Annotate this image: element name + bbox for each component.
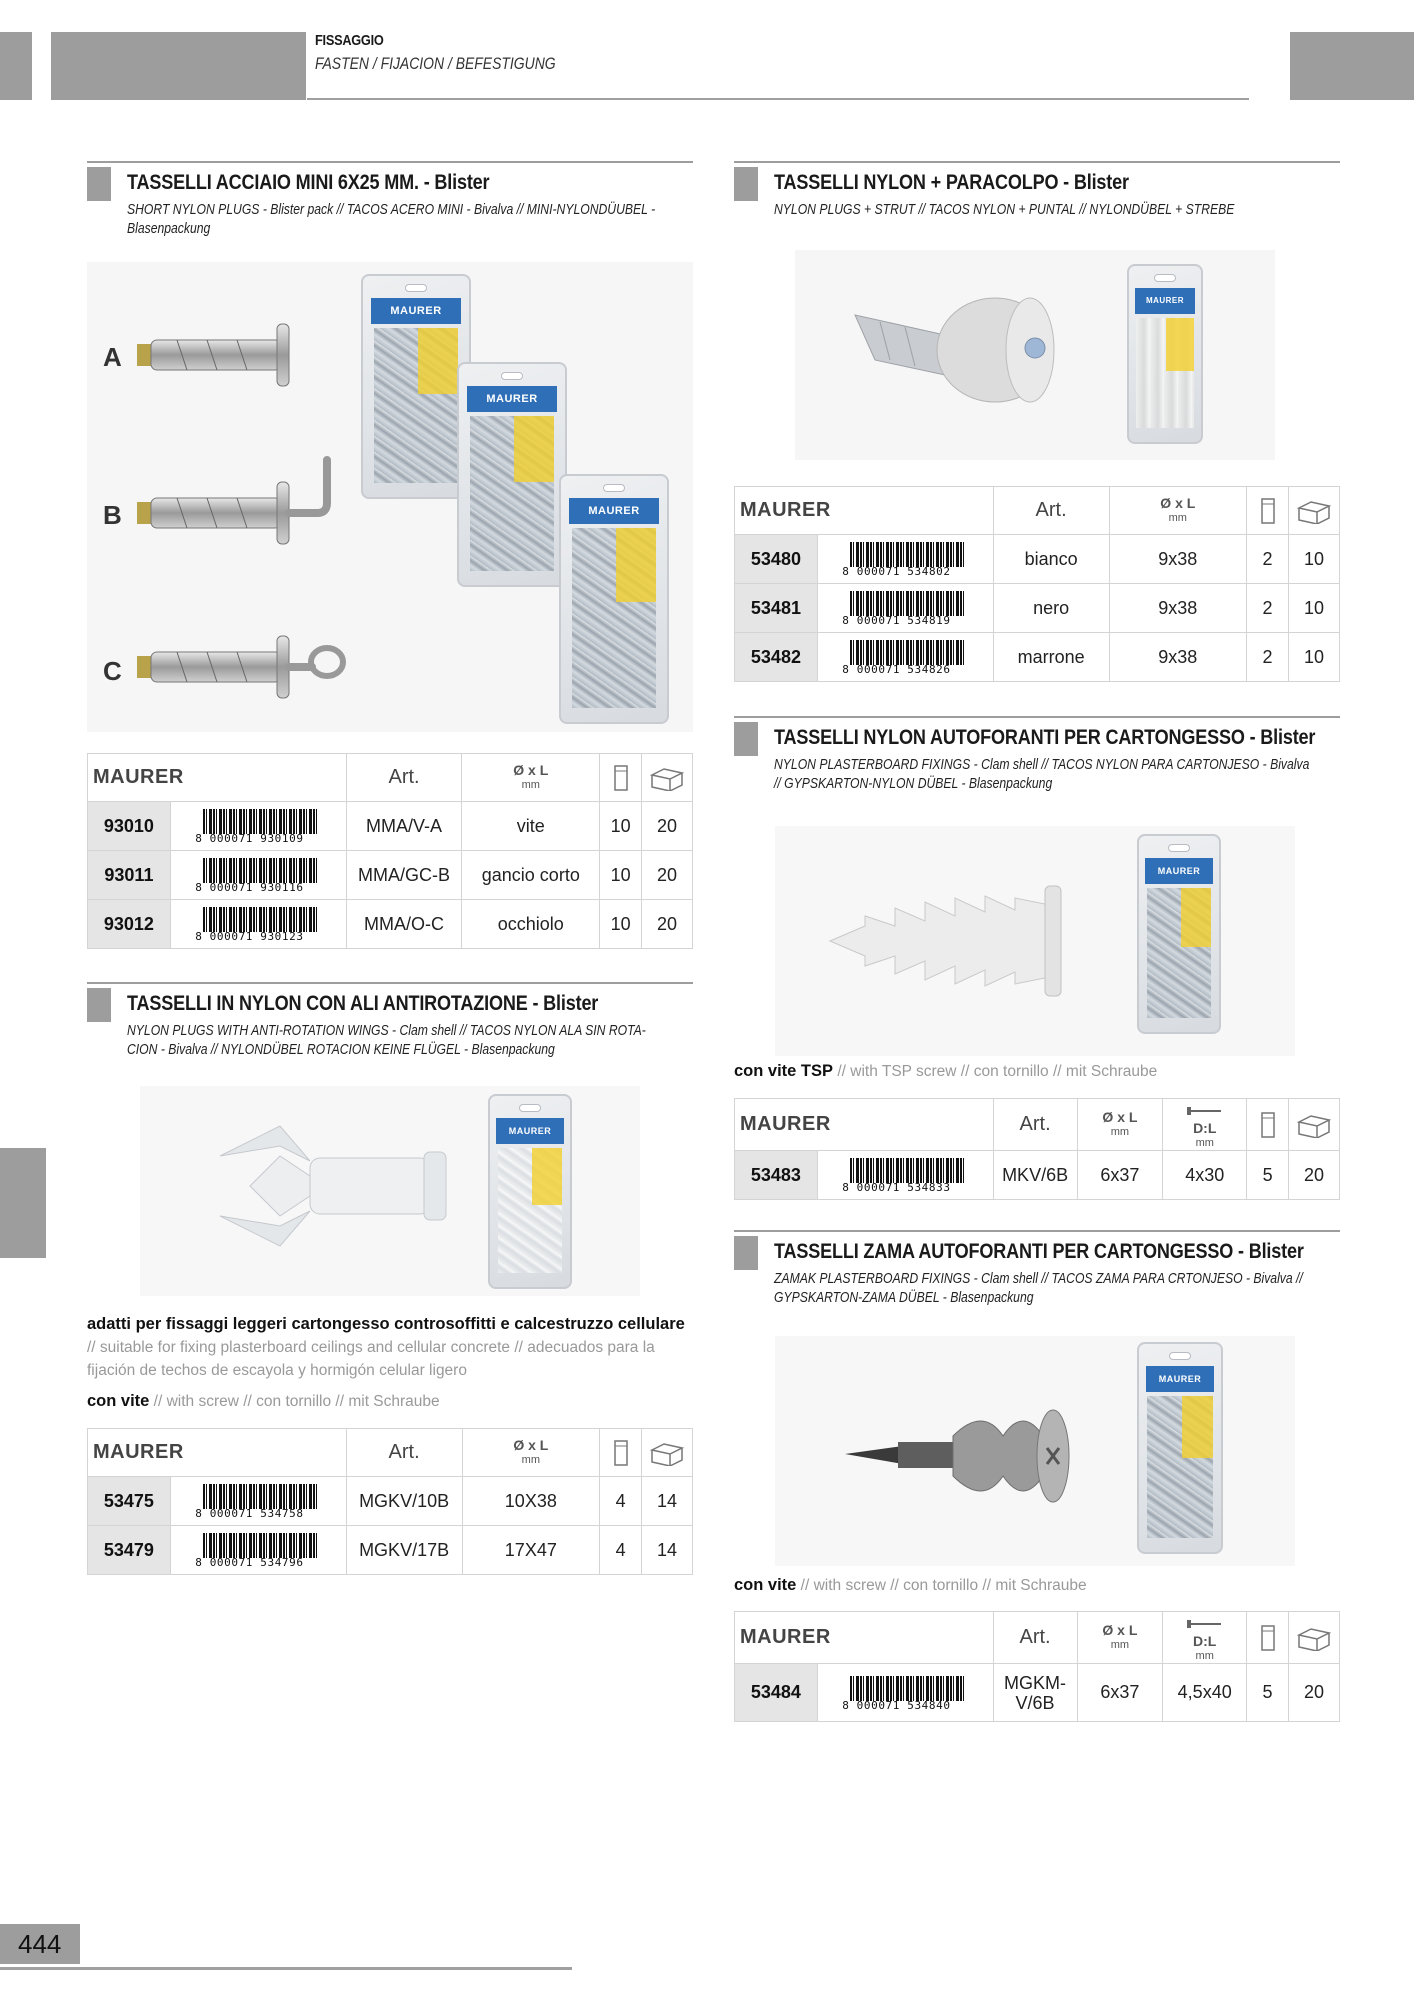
table-row [88, 1526, 693, 1575]
product-image-autoforanti [775, 826, 1295, 1056]
blister-pack [1127, 264, 1203, 444]
pack-hole [603, 484, 625, 492]
ean-number: 8 000071 534802 [842, 565, 951, 578]
product-code: 53484 [735, 1664, 818, 1722]
variant-label-c: C [103, 656, 122, 686]
screw-note [734, 1060, 1340, 1083]
small-box-icon [613, 1439, 629, 1467]
table-row [88, 900, 693, 949]
section-paracolpo [734, 161, 1340, 231]
article-line-2: V/6B [1015, 1692, 1055, 1713]
dimension: 17X47 [462, 1526, 600, 1575]
barcode-cell [817, 584, 993, 633]
dimension: 10X38 [462, 1477, 600, 1526]
col-art: Art. [346, 1429, 462, 1477]
section-marker [734, 1236, 758, 1270]
pack-brand: MAURER [371, 298, 460, 324]
section-rule [734, 716, 1340, 718]
table-row [735, 535, 1340, 584]
blister-pack-c [559, 474, 669, 724]
variant-label-a: A [103, 342, 122, 372]
section-subtitle: NYLON PLASTERBOARD FIXINGS - Clam shell // TACOS NYLON PARA CARTONJESO - Bivalva // GYPSKARTON-NYLON DÜBEL - Blasenpackung [774, 757, 1310, 792]
plug-eye-icon [137, 636, 343, 698]
article: marrone [993, 633, 1109, 682]
screw-note-bold: con vite [87, 1392, 150, 1410]
col-carton-qty [642, 754, 693, 802]
article: MMA/V-A [346, 802, 462, 851]
table-header-row [735, 1099, 1340, 1151]
pack-insert [418, 328, 458, 394]
barcode-cell [817, 1151, 993, 1200]
screw-icon [1187, 1106, 1223, 1116]
page-category-title: FISSAGGIO [315, 32, 384, 49]
col-dimension [1077, 1612, 1163, 1664]
page-number: 444 [0, 1924, 80, 1964]
description: vite [462, 802, 600, 851]
product-code: 53481 [735, 584, 818, 633]
brand-logo: MAURER [735, 1099, 994, 1151]
section-marker [734, 722, 758, 756]
header-right-tab [1290, 32, 1414, 100]
winged-nylon-plug-icon [210, 1116, 460, 1256]
ean-number: 8 000071 534758 [195, 1507, 304, 1520]
section-title: TASSELLI IN NYLON CON ALI ANTIROTAZIONE - Blister [127, 992, 599, 1015]
dimension: 9x38 [1109, 584, 1247, 633]
dimension: 6x37 [1077, 1151, 1163, 1200]
table-zama [734, 1611, 1340, 1722]
section-title: TASSELLI NYLON AUTOFORANTI PER CARTONGESSO - Blister [774, 726, 1316, 749]
section-ali [87, 982, 693, 1072]
dl-unit: mm [1195, 1137, 1214, 1149]
pack-hole [1168, 844, 1190, 852]
col-dimension [1077, 1099, 1163, 1151]
nylon-plug-bumper-icon [845, 280, 1085, 420]
header-rule [307, 98, 1249, 100]
barcode-cell [170, 1526, 346, 1575]
dim-symbol: Ø x L [1160, 494, 1196, 511]
barcode [842, 542, 968, 576]
col-box-qty [1247, 487, 1289, 535]
carton-qty: 20 [1289, 1664, 1340, 1722]
section-zama [734, 1230, 1340, 1320]
pack-brand: MAURER [569, 498, 658, 524]
carton-box-icon [650, 765, 684, 791]
col-carton-qty [1289, 1099, 1340, 1151]
section-acciaio [87, 161, 693, 251]
box-qty: 5 [1247, 1664, 1289, 1722]
ean-number: 8 000071 930109 [195, 832, 304, 845]
col-carton-qty [1289, 1612, 1340, 1664]
barcode-cell [170, 1477, 346, 1526]
col-dimension [462, 1429, 600, 1477]
side-thumb-tab [0, 1148, 46, 1258]
table-row [735, 633, 1340, 682]
carton-qty: 20 [642, 851, 693, 900]
article: MMA/O-C [346, 900, 462, 949]
ean-number: 8 000071 534819 [842, 614, 951, 627]
section-title: TASSELLI ACCIAIO MINI 6X25 MM. - Blister [127, 171, 490, 194]
screw-note-bold: con vite TSP [734, 1062, 834, 1080]
carton-qty: 10 [1289, 633, 1340, 682]
pack-insert [1182, 1396, 1213, 1458]
barcode-cell [170, 851, 346, 900]
pack-insert [1166, 318, 1193, 371]
product-code: 93011 [88, 851, 171, 900]
zamak-plug-icon [843, 1396, 1083, 1516]
col-carton-qty [642, 1429, 693, 1477]
page-category-subtitle: FASTEN / FIJACION / BEFESTIGUNG [315, 54, 556, 73]
col-art: Art. [993, 1099, 1077, 1151]
barcode [842, 1158, 968, 1192]
pack-brand: MAURER [496, 1118, 563, 1144]
small-box-icon [1260, 1111, 1276, 1139]
dimension: 9x38 [1109, 535, 1247, 584]
pack-hole [1154, 274, 1176, 282]
col-carton-qty [1289, 487, 1340, 535]
col-art: Art. [993, 1612, 1077, 1664]
dim-symbol: Ø x L [1102, 1621, 1138, 1638]
description: occhiolo [462, 900, 600, 949]
section-rule [87, 982, 693, 984]
box-qty: 4 [600, 1526, 642, 1575]
pack-insert [514, 416, 554, 482]
blister-pack [1137, 1342, 1223, 1554]
product-image-ali [140, 1086, 640, 1296]
small-box-icon [1260, 497, 1276, 525]
carton-qty: 20 [642, 900, 693, 949]
plug-screw-icon [137, 324, 289, 386]
table-paracolpo [734, 486, 1340, 682]
screw-note [87, 1390, 693, 1413]
barcode-cell [170, 900, 346, 949]
screw-note-translations: // with TSP screw // con tornillo // mit Schraube [833, 1063, 1158, 1080]
blister-pack [1137, 834, 1221, 1034]
barcode [195, 1533, 321, 1567]
product-code: 53479 [88, 1526, 171, 1575]
carton-box-icon [1297, 1625, 1331, 1651]
box-qty: 2 [1247, 584, 1289, 633]
carton-qty: 20 [642, 802, 693, 851]
carton-qty: 14 [642, 1477, 693, 1526]
barcode [842, 640, 968, 674]
section-autoforanti [734, 716, 1340, 806]
dim-unit: mm [1168, 511, 1187, 524]
usage-note-translations: // suitable for fixing plasterboard ceilings and cellular concrete // adecuados para la fijación de techos de escayola y hormigón celular ligero [87, 1339, 655, 1379]
barcode [842, 591, 968, 625]
small-box-icon [1260, 1624, 1276, 1652]
section-marker [87, 167, 111, 201]
carton-qty: 10 [1289, 535, 1340, 584]
section-marker [734, 167, 758, 201]
table-ali [87, 1428, 693, 1575]
carton-box-icon [650, 1440, 684, 1466]
dim-symbol: Ø x L [1102, 1108, 1138, 1125]
col-box-qty [1247, 1612, 1289, 1664]
pack-brand: MAURER [1135, 288, 1196, 314]
product-image-acciaio [87, 262, 693, 732]
blister-pack-a [361, 274, 471, 499]
section-subtitle: NYLON PLUGS + STRUT // TACOS NYLON + PUNTAL // NYLONDÜBEL + STREBE [774, 202, 1235, 218]
col-screw-dimension [1163, 1099, 1247, 1151]
dim-symbol: Ø x L [513, 761, 549, 778]
dl-symbol: D:L [1193, 1633, 1217, 1649]
box-qty: 4 [600, 1477, 642, 1526]
blister-pack-b [457, 362, 567, 587]
product-image-paracolpo [795, 250, 1275, 460]
col-box-qty [600, 1429, 642, 1477]
section-marker [87, 988, 111, 1022]
product-image-zama [775, 1336, 1295, 1566]
ean-number: 8 000071 534840 [842, 1698, 951, 1712]
small-box-icon [613, 764, 629, 792]
barcode [195, 809, 321, 843]
dimension: 9x38 [1109, 633, 1247, 682]
col-box-qty [1247, 1099, 1289, 1151]
section-title: TASSELLI ZAMA AUTOFORANTI PER CARTONGESSO - Blister [774, 1240, 1304, 1263]
barcode-cell [817, 535, 993, 584]
blister-pack [488, 1094, 572, 1289]
product-code: 93012 [88, 900, 171, 949]
header-block [51, 32, 306, 100]
pack-brand: MAURER [467, 386, 556, 412]
ean-number: 8 000071 534833 [842, 1181, 951, 1194]
dim-unit: mm [521, 778, 540, 791]
barcode [195, 858, 321, 892]
table-header-row [88, 1429, 693, 1477]
pack-hole [405, 284, 427, 292]
col-dimension [462, 754, 600, 802]
plug-hook-icon [137, 460, 327, 544]
self-drilling-nylon-plug-icon [825, 876, 1085, 1006]
table-header-row [735, 1612, 1340, 1664]
brand-logo: MAURER [735, 1612, 994, 1664]
col-art: Art. [346, 754, 462, 802]
brand-logo: MAURER [88, 754, 347, 802]
section-subtitle: NYLON PLUGS WITH ANTI-ROTATION WINGS - Clam shell // TACOS NYLON ALA SIN ROTA-CION - Bivalva // NYLONDÜBEL ROTACION KEINE FLÜGEL - Blasenpackung [127, 1023, 646, 1058]
table-row [88, 802, 693, 851]
dim-unit: mm [521, 1453, 540, 1466]
dl-symbol: D:L [1193, 1120, 1217, 1136]
product-code: 53480 [735, 535, 818, 584]
dim-unit: mm [1110, 1638, 1130, 1651]
box-qty: 10 [600, 900, 642, 949]
brand-logo: MAURER [735, 487, 994, 535]
screw-note-translations: // with screw // con tornillo // mit Schraube [149, 1393, 440, 1410]
col-dimension [1109, 487, 1247, 535]
product-code: 53482 [735, 633, 818, 682]
table-acciaio [87, 753, 693, 949]
carton-qty: 14 [642, 1526, 693, 1575]
product-code: 93010 [88, 802, 171, 851]
pack-insert [532, 1148, 562, 1205]
article: bianco [993, 535, 1109, 584]
pack-insert [616, 528, 656, 602]
pack-brand: MAURER [1145, 858, 1212, 884]
col-screw-dimension [1163, 1612, 1247, 1664]
product-code: 53483 [735, 1151, 818, 1200]
screw-dimension: 4x30 [1163, 1151, 1247, 1200]
pack-hole [1169, 1352, 1191, 1360]
pack-insert [1181, 888, 1211, 947]
barcode-cell [817, 633, 993, 682]
section-rule [87, 161, 693, 163]
box-qty: 5 [1247, 1151, 1289, 1200]
table-row [88, 1477, 693, 1526]
screw-note-bold: con vite [734, 1576, 797, 1594]
carton-box-icon [1297, 498, 1331, 524]
section-rule [734, 1230, 1340, 1232]
pack-brand: MAURER [1146, 1366, 1215, 1392]
brand-logo: MAURER [88, 1429, 347, 1477]
pack-hole [519, 1104, 541, 1112]
usage-note [87, 1313, 693, 1382]
article-line-1: MGKM- [1004, 1672, 1067, 1693]
box-qty: 2 [1247, 535, 1289, 584]
dimension: 6x37 [1077, 1664, 1163, 1722]
dl-unit: mm [1195, 1650, 1214, 1662]
dim-unit: mm [1110, 1125, 1130, 1138]
usage-note-bold: adatti per fissaggi leggeri cartongesso controsoffitti e calcestruzzo cellulare [87, 1315, 685, 1333]
barcode-cell [817, 1664, 993, 1722]
article: MGKV/10B [346, 1477, 462, 1526]
table-row [88, 851, 693, 900]
dim-symbol: Ø x L [513, 1436, 549, 1453]
section-rule [734, 161, 1340, 163]
box-qty: 10 [600, 802, 642, 851]
barcode-cell [170, 802, 346, 851]
steel-plug-illustrations [127, 322, 347, 702]
table-header-row [88, 754, 693, 802]
section-subtitle: SHORT NYLON PLUGS - Blister pack // TACOS ACERO MINI - Bivalva // MINI-NYLONDÜUBEL - Blasenpackung [127, 202, 656, 237]
screw-dimension: 4,5x40 [1163, 1664, 1247, 1722]
table-row [735, 584, 1340, 633]
barcode [195, 1484, 321, 1518]
article [993, 1664, 1077, 1722]
box-qty: 2 [1247, 633, 1289, 682]
ean-number: 8 000071 930116 [195, 881, 304, 894]
table-row [735, 1151, 1340, 1200]
barcode [842, 1676, 968, 1710]
carton-qty: 10 [1289, 584, 1340, 633]
article: MKV/6B [993, 1151, 1077, 1200]
screw-note [734, 1574, 1340, 1597]
carton-qty: 20 [1289, 1151, 1340, 1200]
screw-icon [1187, 1619, 1223, 1629]
table-row [735, 1664, 1340, 1722]
screw-note-translations: // with screw // con tornillo // mit Schraube [796, 1577, 1087, 1594]
description: gancio corto [462, 851, 600, 900]
table-header-row [735, 487, 1340, 535]
product-code: 53475 [88, 1477, 171, 1526]
box-qty: 10 [600, 851, 642, 900]
col-art: Art. [993, 487, 1109, 535]
header-left-tab [0, 32, 32, 100]
carton-box-icon [1297, 1112, 1331, 1138]
article: MMA/GC-B [346, 851, 462, 900]
article: nero [993, 584, 1109, 633]
variant-label-b: B [103, 500, 122, 530]
col-box-qty [600, 754, 642, 802]
table-autoforanti [734, 1098, 1340, 1200]
section-title: TASSELLI NYLON + PARACOLPO - Blister [774, 171, 1129, 194]
ean-number: 8 000071 534826 [842, 663, 951, 676]
section-subtitle: ZAMAK PLASTERBOARD FIXINGS - Clam shell // TACOS ZAMA PARA CRTONJESO - Bivalva // GYPSKARTON-ZAMA DÜBEL - Blasenpackung [774, 1271, 1303, 1306]
pack-hole [501, 372, 523, 380]
ean-number: 8 000071 930123 [195, 930, 304, 943]
article: MGKV/17B [346, 1526, 462, 1575]
footer-rule [0, 1967, 572, 1970]
ean-number: 8 000071 534796 [195, 1556, 304, 1569]
barcode [195, 907, 321, 941]
